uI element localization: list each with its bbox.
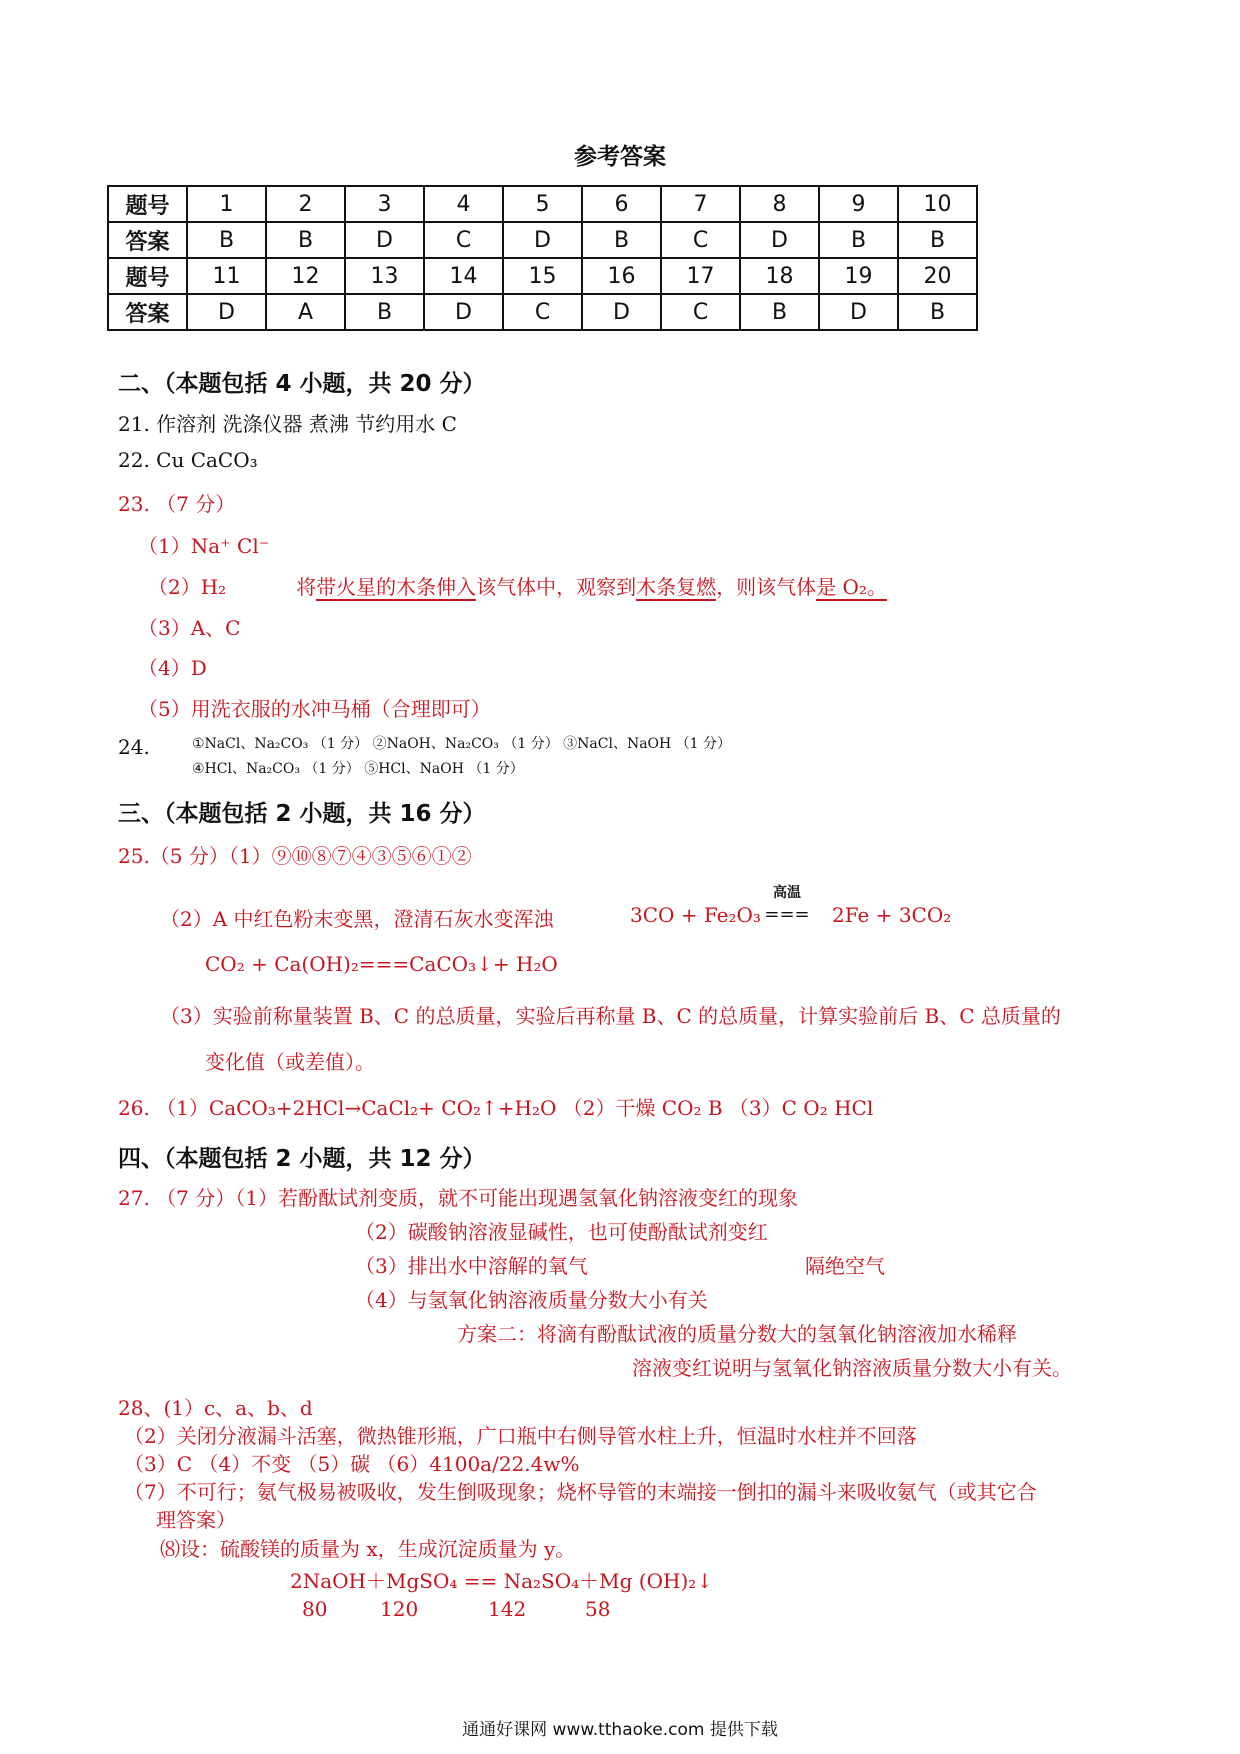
table-cell: D xyxy=(187,294,266,330)
answer-25-part3: （3）实验前称量装置 B、C 的总质量，实验后再称量 B、C 的总质量，计算实验前后 B、C 总质量的 xyxy=(160,1004,1061,1028)
table-cell: C xyxy=(424,222,503,258)
table-cell: 12 xyxy=(266,258,345,294)
table-cell: 5 xyxy=(503,186,582,222)
answer-23-part2-text: 该气体中，观察到 xyxy=(476,575,637,599)
answer-25-equation-left: 3CO + Fe₂O₃ xyxy=(630,903,761,927)
table-row xyxy=(108,258,977,294)
table-cell: 10 xyxy=(898,186,977,222)
table-row xyxy=(108,222,977,258)
answer-27-line3b: 隔绝空气 xyxy=(805,1254,885,1278)
table-cell: 15 xyxy=(503,258,582,294)
table-cell: D xyxy=(819,294,898,330)
answer-24-number: 24. xyxy=(118,735,150,759)
answer-26: 26. （1）CaCO₃+2HCl→CaCl₂+ CO₂↑+H₂O （2）干燥 CO₂ B （3）C O₂ HCl xyxy=(118,1096,874,1120)
table-cell: 18 xyxy=(740,258,819,294)
answer-25-equation-right: 2Fe + 3CO₂ xyxy=(832,903,952,927)
table-cell: C xyxy=(503,294,582,330)
answer-table xyxy=(107,185,978,331)
answer-23-part2-underlined: 是 O₂。 xyxy=(816,575,887,599)
section-2-heading: 二、（本题包括 4 小题，共 20 分） xyxy=(118,371,486,397)
table-header-cell: 答案 xyxy=(108,222,187,258)
answer-27-line6: 溶液变红说明与氢氧化钠溶液质量分数大小有关。 xyxy=(632,1356,1072,1380)
footer: 通通好课网 www.tthaoke.com 提供下载 xyxy=(462,1720,778,1740)
answer-28-equation: 2NaOH＋MgSO₄ == Na₂SO₄＋Mg (OH)₂↓ xyxy=(290,1569,714,1593)
table-cell: 4 xyxy=(424,186,503,222)
answer-27-line4: （4）与氢氧化钠溶液质量分数大小有关 xyxy=(355,1288,708,1312)
answer-23-part4: （4）D xyxy=(138,656,207,680)
table-cell: B xyxy=(898,294,977,330)
table-cell: 1 xyxy=(187,186,266,222)
table-cell: B xyxy=(187,222,266,258)
answer-28-line4: （7）不可行；氨气极易被吸收，发生倒吸现象；烧杯导管的末端接一倒扣的漏斗来吸收氨气（或其它合 xyxy=(124,1480,1037,1504)
answer-27-line3: （3）排出水中溶解的氧气 xyxy=(355,1254,588,1278)
answer-28-line3: （3）C （4）不变 （5）碳 （6）4100a/22.4w% xyxy=(124,1452,580,1476)
answer-25-equation-2: CO₂ + Ca(OH)₂===CaCO₃↓+ H₂O xyxy=(205,952,558,976)
table-cell: C xyxy=(661,294,740,330)
answer-23-part2-underlined: 木条复燃 xyxy=(636,575,717,599)
table-header-cell: 题号 xyxy=(108,186,187,222)
answer-27-line2: （2）碳酸钠溶液显碱性，也可使酚酞试剂变红 xyxy=(355,1220,768,1244)
answer-27-line1: 27. （7 分）（1）若酚酞试剂变质，就不可能出现遇氢氧化钠溶液变红的现象 xyxy=(118,1186,798,1210)
table-cell: 17 xyxy=(661,258,740,294)
table-cell: D xyxy=(503,222,582,258)
answer-22: 22. Cu CaCO₃ xyxy=(118,448,258,472)
answer-27-line5: 方案二：将滴有酚酞试液的质量分数大的氢氧化钠溶液加水稀释 xyxy=(457,1322,1017,1346)
answer-23-heading: 23. （7 分） xyxy=(118,492,236,516)
table-header-cell: 答案 xyxy=(108,294,187,330)
answer-23-part2-gas: （2）H₂ xyxy=(148,575,227,599)
table-header-cell: 题号 xyxy=(108,258,187,294)
table-cell: 20 xyxy=(898,258,977,294)
answer-28-line6: ⑻设：硫酸镁的质量为 x，生成沉淀质量为 y。 xyxy=(160,1537,576,1561)
molar-mass-value: 120 xyxy=(380,1597,419,1621)
condition-equals: === xyxy=(764,904,810,925)
table-cell: C xyxy=(661,222,740,258)
table-cell: D xyxy=(740,222,819,258)
answer-21: 21. 作溶剂 洗涤仪器 煮沸 节约用水 C xyxy=(118,412,457,436)
table-cell: B xyxy=(740,294,819,330)
table-cell: 16 xyxy=(582,258,661,294)
table-cell: 14 xyxy=(424,258,503,294)
answer-25-part3-cont: 变化值（或差值）。 xyxy=(205,1050,375,1074)
answer-28-line2: （2）关闭分液漏斗活塞，微热锥形瓶，广口瓶中右侧导管水柱上升，恒温时水柱并不回落 xyxy=(124,1424,917,1448)
section-4-heading: 四、（本题包括 2 小题，共 12 分） xyxy=(118,1146,486,1172)
table-cell: A xyxy=(266,294,345,330)
section-3-heading: 三、（本题包括 2 小题，共 16 分） xyxy=(118,801,486,827)
table-cell: 8 xyxy=(740,186,819,222)
table-cell: 9 xyxy=(819,186,898,222)
table-cell: B xyxy=(266,222,345,258)
answer-24-line1: ①NaCl、Na₂CO₃ （1 分） ②NaOH、Na₂CO₃ （1 分） ③NaCl、NaOH （1 分） xyxy=(192,736,732,752)
molar-mass-value: 142 xyxy=(488,1597,527,1621)
answer-23-part2 xyxy=(148,571,887,600)
condition-label: 高温 xyxy=(773,885,801,901)
answer-23-part2-text: ，则该气体 xyxy=(716,575,817,599)
table-cell: 3 xyxy=(345,186,424,222)
answer-28-line5: 理答案） xyxy=(156,1508,236,1532)
table-cell: B xyxy=(582,222,661,258)
table-cell: 13 xyxy=(345,258,424,294)
answer-23-part2-text: 将 xyxy=(296,575,317,599)
table-cell: B xyxy=(345,294,424,330)
table-cell: D xyxy=(582,294,661,330)
answer-23-part1: （1）Na⁺ Cl⁻ xyxy=(138,534,270,558)
answer-25-line1: 25.（5 分）（1）⑨⑩⑧⑦④③⑤⑥①② xyxy=(118,844,472,868)
molar-mass-value: 80 xyxy=(302,1597,328,1621)
answer-25-part2: （2）A 中红色粉末变黑，澄清石灰水变浑浊 xyxy=(160,907,554,931)
table-cell: 2 xyxy=(266,186,345,222)
table-cell: D xyxy=(345,222,424,258)
table-row xyxy=(108,294,977,330)
table-cell: 7 xyxy=(661,186,740,222)
answer-24-line2: ④HCl、Na₂CO₃ （1 分） ⑤HCl、NaOH （1 分） xyxy=(192,761,524,777)
answer-23-part3: （3）A、C xyxy=(138,616,241,640)
page-title: 参考答案 xyxy=(574,144,666,170)
table-cell: B xyxy=(819,222,898,258)
table-cell: B xyxy=(898,222,977,258)
answer-23-part2-underlined: 带火星的木条伸入 xyxy=(316,575,477,599)
table-cell: 6 xyxy=(582,186,661,222)
table-row xyxy=(108,186,977,222)
table-cell: 19 xyxy=(819,258,898,294)
molar-mass-value: 58 xyxy=(585,1597,611,1621)
answer-23-part5: （5）用洗衣服的水冲马桶（合理即可） xyxy=(138,697,491,721)
reaction-condition xyxy=(762,885,812,925)
table-cell: 11 xyxy=(187,258,266,294)
table-cell: D xyxy=(424,294,503,330)
answer-28-line1: 28、(1）c、a、b、d xyxy=(118,1396,313,1420)
